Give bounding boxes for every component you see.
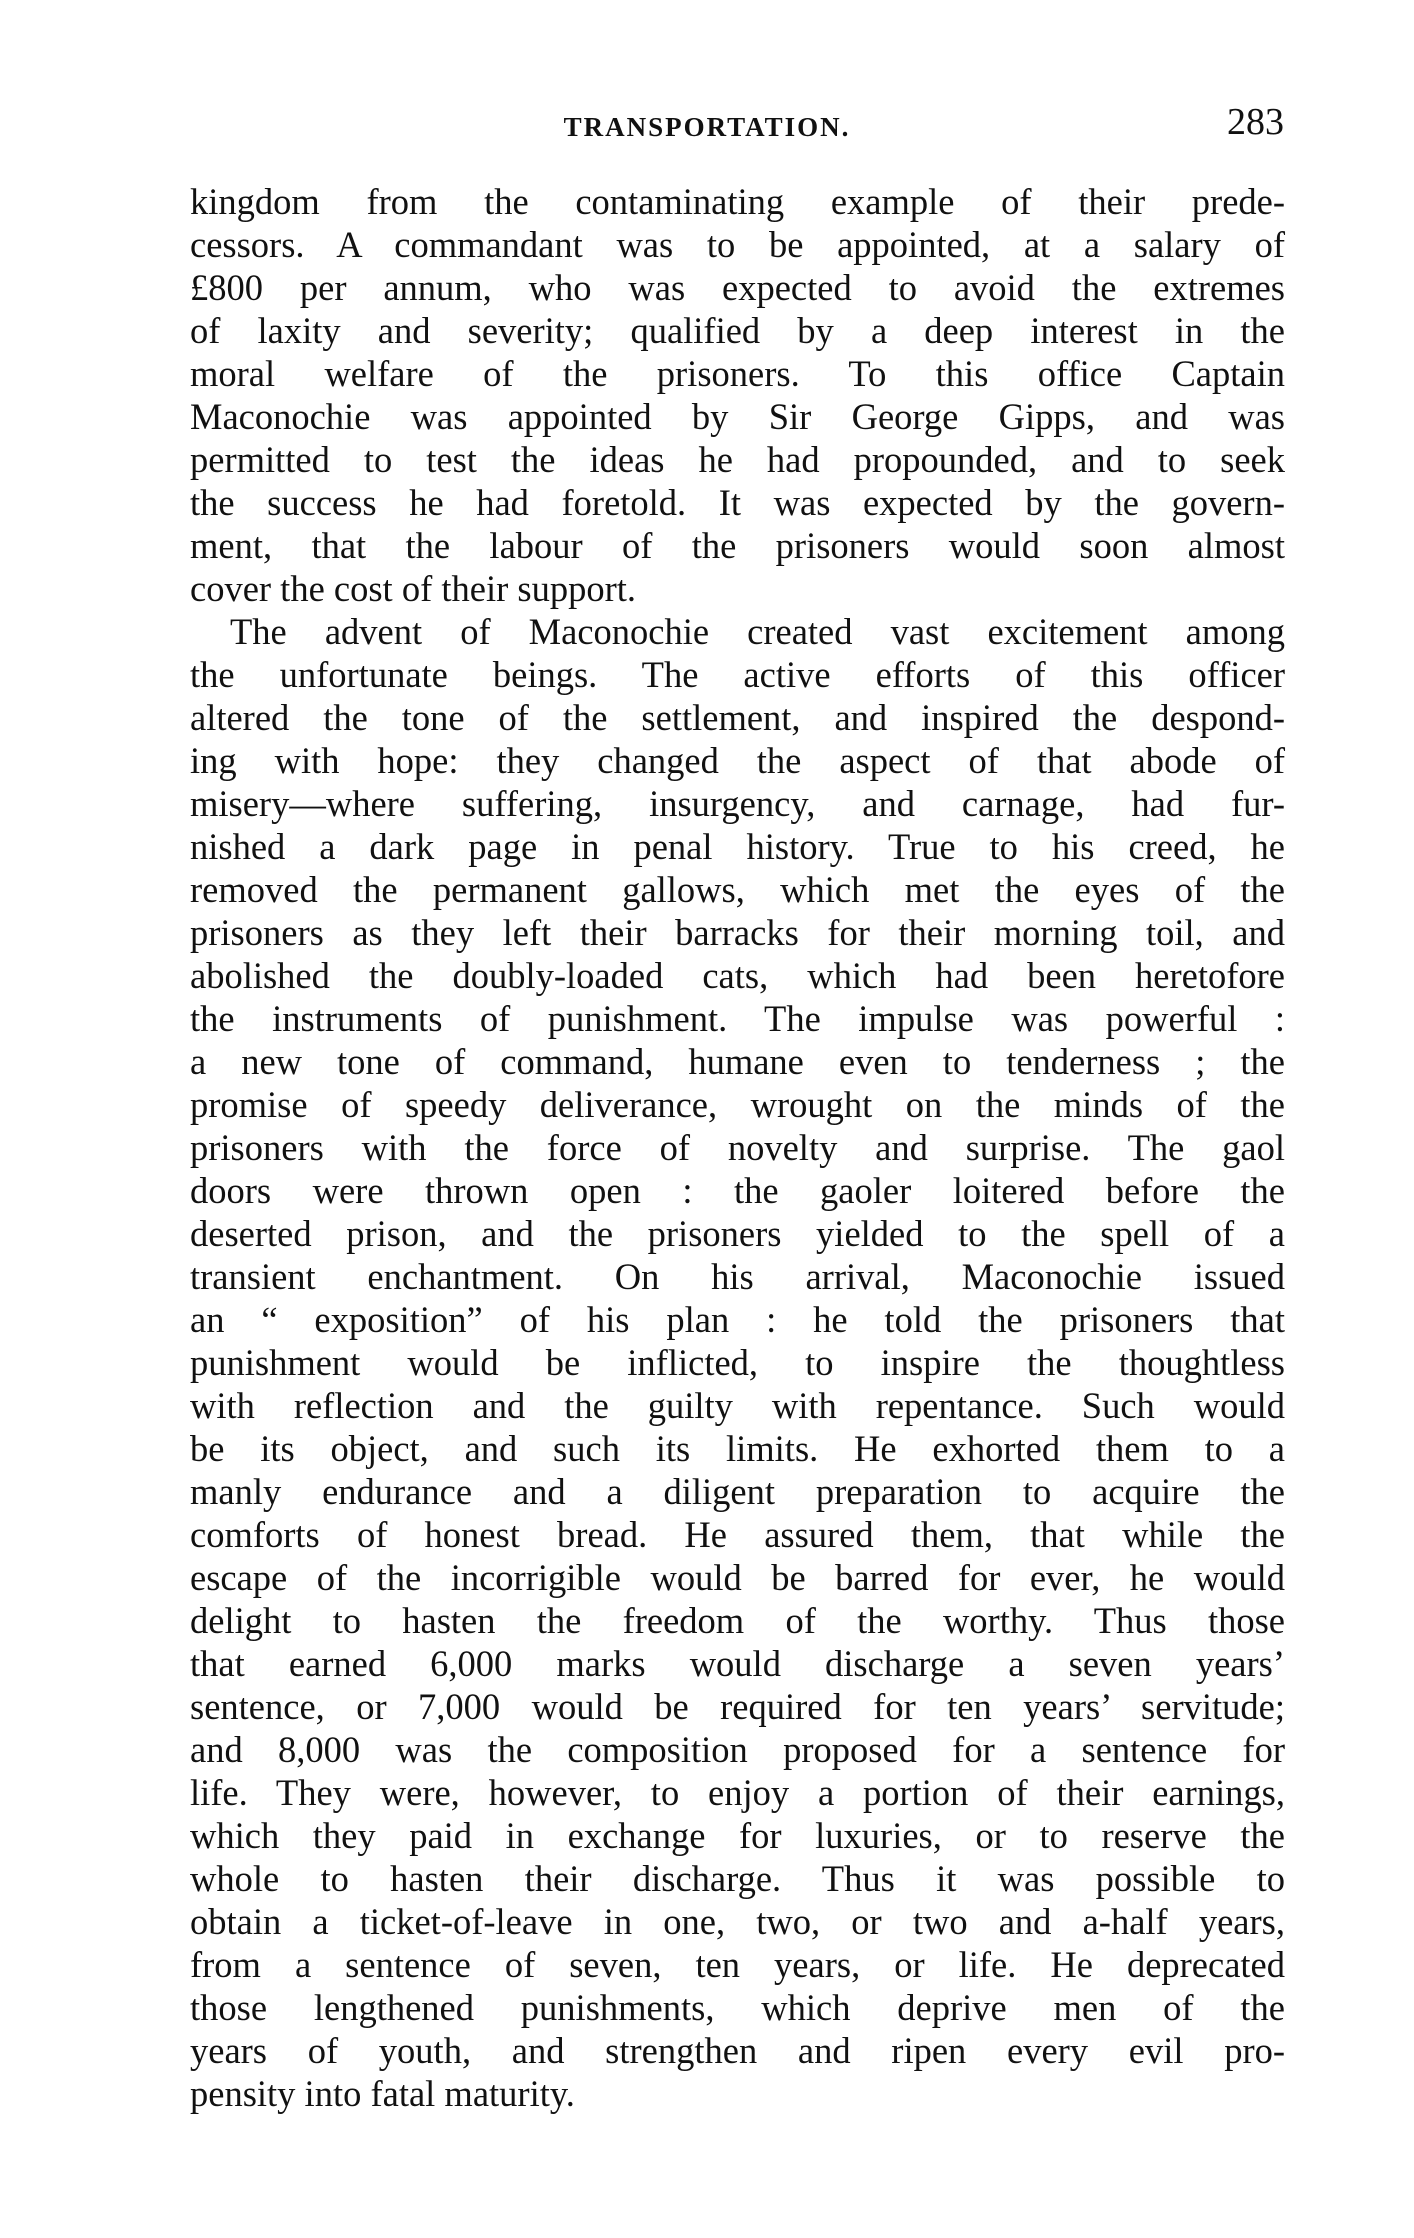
text-line: manly endurance and a diligent preparation to acquire the bbox=[190, 1471, 1285, 1512]
text-line: delight to hasten the freedom of the worthy. Thus those bbox=[190, 1600, 1285, 1641]
text-line: of laxity and severity; qualified by a deep interest in the bbox=[190, 310, 1285, 351]
text-line: comforts of honest bread. He assured them, that while the bbox=[190, 1514, 1285, 1555]
text-line: transient enchantment. On his arrival, Maconochie issued bbox=[190, 1256, 1285, 1297]
body-text bbox=[190, 180, 1285, 2115]
text-line: prisoners as they left their barracks for their morning toil, and bbox=[190, 912, 1285, 953]
text-line: from a sentence of seven, ten years, or life. He deprecated bbox=[190, 1944, 1285, 1985]
text-line: escape of the incorrigible would be barred for ever, he would bbox=[190, 1557, 1285, 1598]
running-title: TRANSPORTATION. bbox=[563, 112, 851, 142]
page-number: 283 bbox=[1227, 101, 1284, 143]
text-line: ment, that the labour of the prisoners would soon almost bbox=[190, 525, 1285, 566]
text-line: ing with hope: they changed the aspect of that abode of bbox=[190, 740, 1285, 781]
text-line: altered the tone of the settlement, and inspired the despond- bbox=[190, 697, 1285, 738]
text-line: £800 per annum, who was expected to avoid the extremes bbox=[190, 267, 1285, 308]
text-line: nished a dark page in penal history. True to his creed, he bbox=[190, 826, 1285, 867]
text-line: prisoners with the force of novelty and surprise. The gaol bbox=[190, 1127, 1285, 1168]
text-line: years of youth, and strengthen and ripen every evil pro- bbox=[190, 2030, 1285, 2071]
text-line: Maconochie was appointed by Sir George Gipps, and was bbox=[190, 396, 1285, 437]
text-line: an “ exposition” of his plan : he told the prisoners that bbox=[190, 1299, 1285, 1340]
text-line: moral welfare of the prisoners. To this office Captain bbox=[190, 353, 1285, 394]
text-line: whole to hasten their discharge. Thus it was possible to bbox=[190, 1858, 1285, 1899]
text-line: permitted to test the ideas he had propounded, and to seek bbox=[190, 439, 1285, 480]
text-line: the success he had foretold. It was expected by the govern- bbox=[190, 482, 1285, 523]
text-line: that earned 6,000 marks would discharge a seven years’ bbox=[190, 1643, 1285, 1684]
text-line: The advent of Maconochie created vast excitement among bbox=[230, 611, 1285, 652]
text-line: sentence, or 7,000 would be required for ten years’ servitude; bbox=[190, 1686, 1285, 1727]
text-line: abolished the doubly-loaded cats, which had been heretofore bbox=[190, 955, 1285, 996]
text-line: promise of speedy deliverance, wrought on the minds of the bbox=[190, 1084, 1285, 1125]
text-line: those lengthened punishments, which deprive men of the bbox=[190, 1987, 1285, 2028]
text-line: cover the cost of their support. bbox=[190, 568, 636, 609]
text-line: obtain a ticket-of-leave in one, two, or two and a-half years, bbox=[190, 1901, 1285, 1942]
text-line: punishment would be inflicted, to inspire the thoughtless bbox=[190, 1342, 1285, 1383]
text-line: cessors. A commandant was to be appointed, at a salary of bbox=[190, 224, 1285, 265]
text-line: doors were thrown open : the gaoler loitered before the bbox=[190, 1170, 1285, 1211]
text-line: pensity into fatal maturity. bbox=[190, 2073, 575, 2114]
text-line: life. They were, however, to enjoy a portion of their earnings, bbox=[190, 1772, 1285, 1813]
text-line: deserted prison, and the prisoners yielded to the spell of a bbox=[190, 1213, 1285, 1254]
text-line: the instruments of punishment. The impulse was powerful : bbox=[190, 998, 1285, 1039]
text-line: removed the permanent gallows, which met the eyes of the bbox=[190, 869, 1285, 910]
text-line: misery—where suffering, insurgency, and carnage, had fur- bbox=[190, 783, 1285, 824]
text-line: with reflection and the guilty with repentance. Such would bbox=[190, 1385, 1285, 1426]
text-line: kingdom from the contaminating example of their prede- bbox=[190, 181, 1285, 222]
text-line: a new tone of command, humane even to tenderness ; the bbox=[190, 1041, 1285, 1082]
text-line: the unfortunate beings. The active efforts of this officer bbox=[190, 654, 1285, 695]
text-line: be its object, and such its limits. He exhorted them to a bbox=[190, 1428, 1285, 1469]
text-line: and 8,000 was the composition proposed for a sentence for bbox=[190, 1729, 1285, 1770]
text-line: which they paid in exchange for luxuries, or to reserve the bbox=[190, 1815, 1285, 1856]
